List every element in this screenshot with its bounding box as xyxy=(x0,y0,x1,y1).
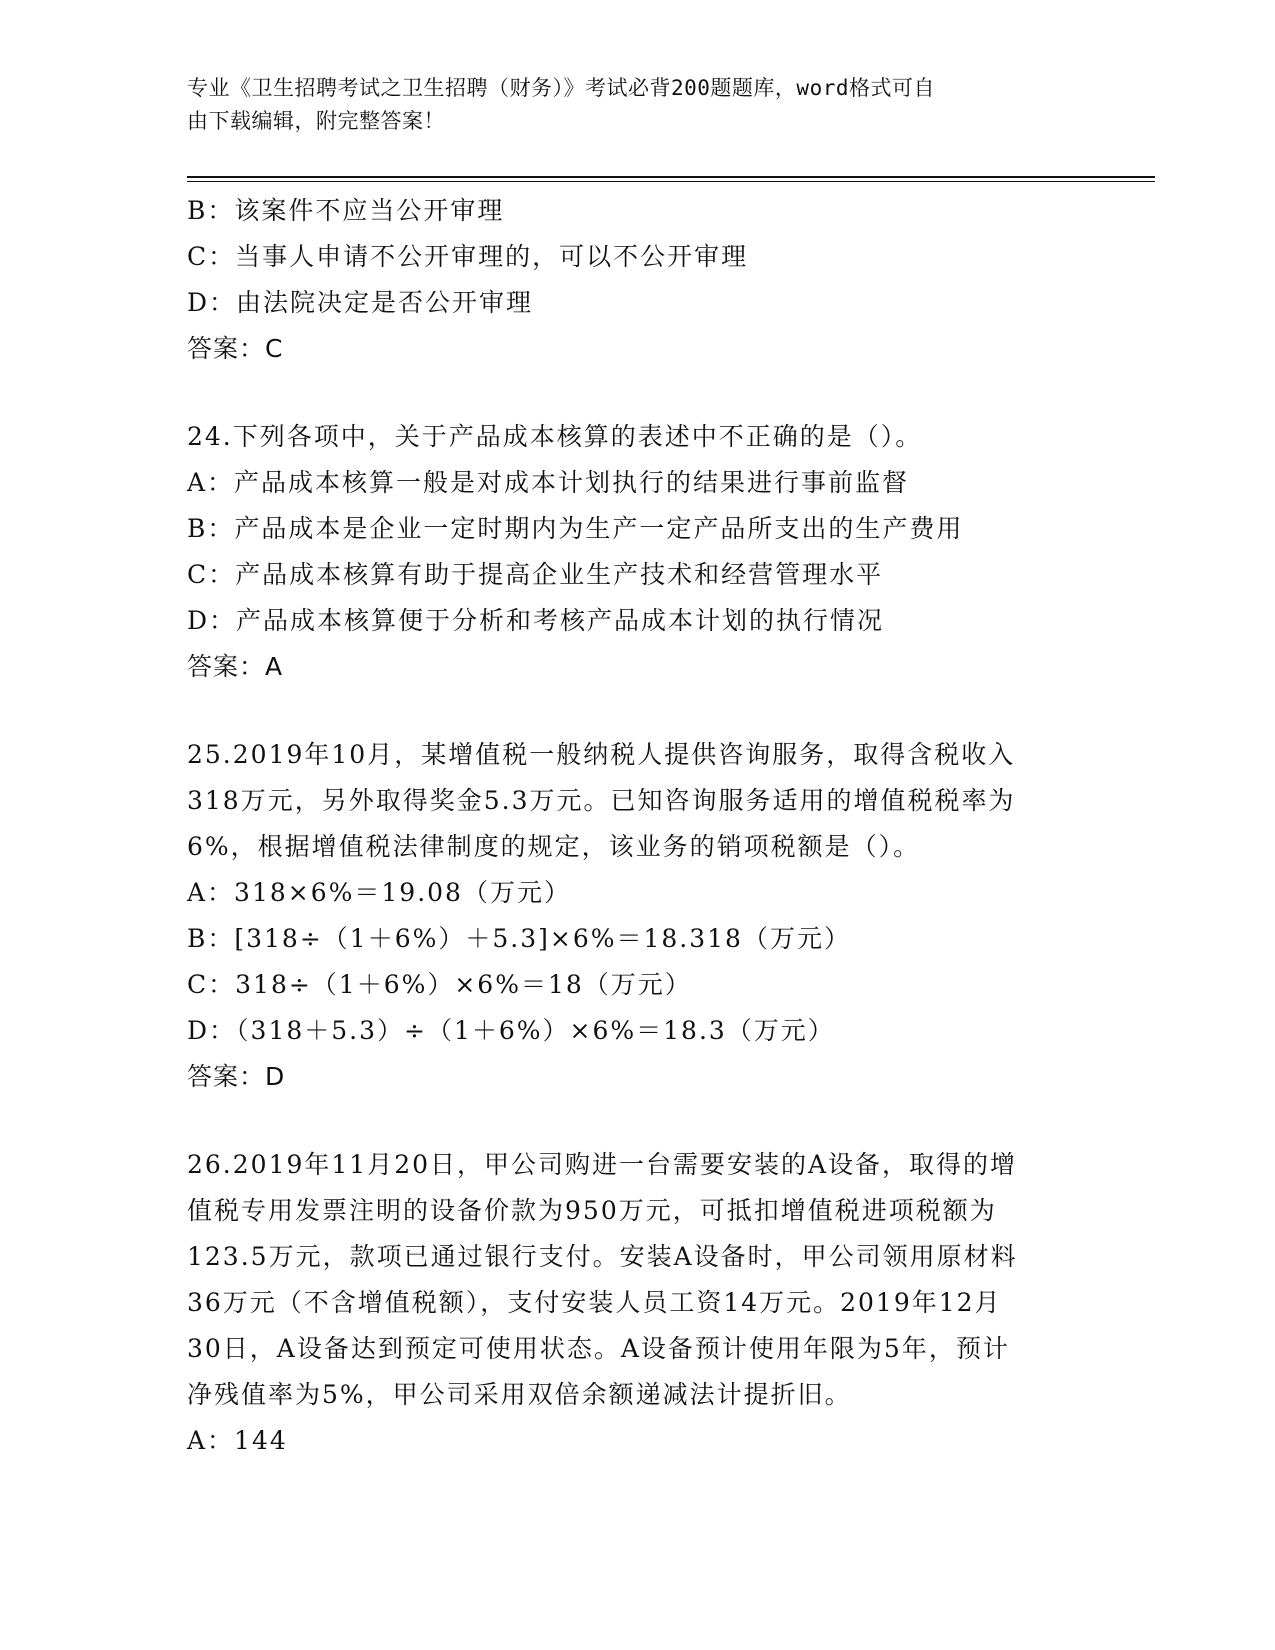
option-d: D：产品成本核算便于分析和考核产品成本计划的执行情况 xyxy=(187,606,885,635)
question-26-stem-line-5: 30日，A设备达到预定可使用状态。A设备预计使用年限为5年，预计 xyxy=(187,1334,1010,1363)
option-d: D：由法院决定是否公开审理 xyxy=(187,288,534,317)
question-24-stem: 24.下列各项中，关于产品成本核算的表述中不正确的是（）。 xyxy=(187,422,923,451)
question-24-answer: 答案：A xyxy=(187,652,284,681)
option-a: A：产品成本核算一般是对成本计划执行的结果进行事前监督 xyxy=(187,468,910,497)
header-divider-thin xyxy=(187,181,1155,182)
option-c: C：当事人申请不公开审理的，可以不公开审理 xyxy=(187,242,749,271)
question-25-stem-line-3: 6%，根据增值税法律制度的规定，该业务的销项税额是（）。 xyxy=(187,832,921,861)
question-content xyxy=(187,188,1087,1464)
question-26-stem-line-1: 26.2019年11月20日，甲公司购进一台需要安装的A设备，取得的增 xyxy=(187,1150,1018,1179)
header-title-line-1: 专业《卫生招聘考试之卫生招聘（财务）》考试必背200题题库，word格式可自 xyxy=(187,76,935,100)
option-a: A：144 xyxy=(187,1426,288,1455)
question-25-stem-line-2: 318万元，另外取得奖金5.3万元。已知咨询服务适用的增值税税率为 xyxy=(187,786,1016,815)
question-23-answer: 答案：C xyxy=(187,334,284,363)
question-26-stem-line-2: 值税专用发票注明的设备价款为950万元，可抵扣增值税进项税额为 xyxy=(187,1196,997,1225)
question-26 xyxy=(187,1142,1087,1464)
question-24 xyxy=(187,414,1087,690)
spacer xyxy=(187,690,1087,732)
question-26-stem-line-6: 净残值率为5%，甲公司采用双倍余额递减法计提折旧。 xyxy=(187,1380,852,1409)
option-b: B：该案件不应当公开审理 xyxy=(187,196,505,225)
option-b: B：[318÷（1＋6%）＋5.3]×6%＝18.318（万元） xyxy=(187,924,851,953)
header-title-line-2: 由下载编辑，附完整答案！ xyxy=(187,109,445,133)
question-25-answer: 答案：D xyxy=(187,1062,286,1091)
question-25 xyxy=(187,732,1087,1100)
option-c: C：318÷（1＋6%）×6%＝18（万元） xyxy=(187,970,692,999)
option-b: B：产品成本是企业一定时期内为生产一定产品所支出的生产费用 xyxy=(187,514,964,543)
question-25-stem-line-1: 25.2019年10月，某增值税一般纳税人提供咨询服务，取得含税收入 xyxy=(187,740,1016,769)
option-c: C：产品成本核算有助于提高企业生产技术和经营管理水平 xyxy=(187,560,884,589)
option-d: D：（318＋5.3）÷（1＋6%）×6%＝18.3（万元） xyxy=(187,1016,835,1045)
document-header xyxy=(187,72,1067,138)
option-a: A：318×6%＝19.08（万元） xyxy=(187,878,571,907)
spacer xyxy=(187,1100,1087,1142)
spacer xyxy=(187,372,1087,414)
question-26-stem-line-3: 123.5万元，款项已通过银行支付。安装A设备时，甲公司领用原材料 xyxy=(187,1242,1018,1271)
question-23-options xyxy=(187,188,1087,326)
question-26-stem-line-4: 36万元（不含增值税额），支付安装人员工资14万元。2019年12月 xyxy=(187,1288,1002,1317)
header-divider-thick xyxy=(187,176,1155,178)
